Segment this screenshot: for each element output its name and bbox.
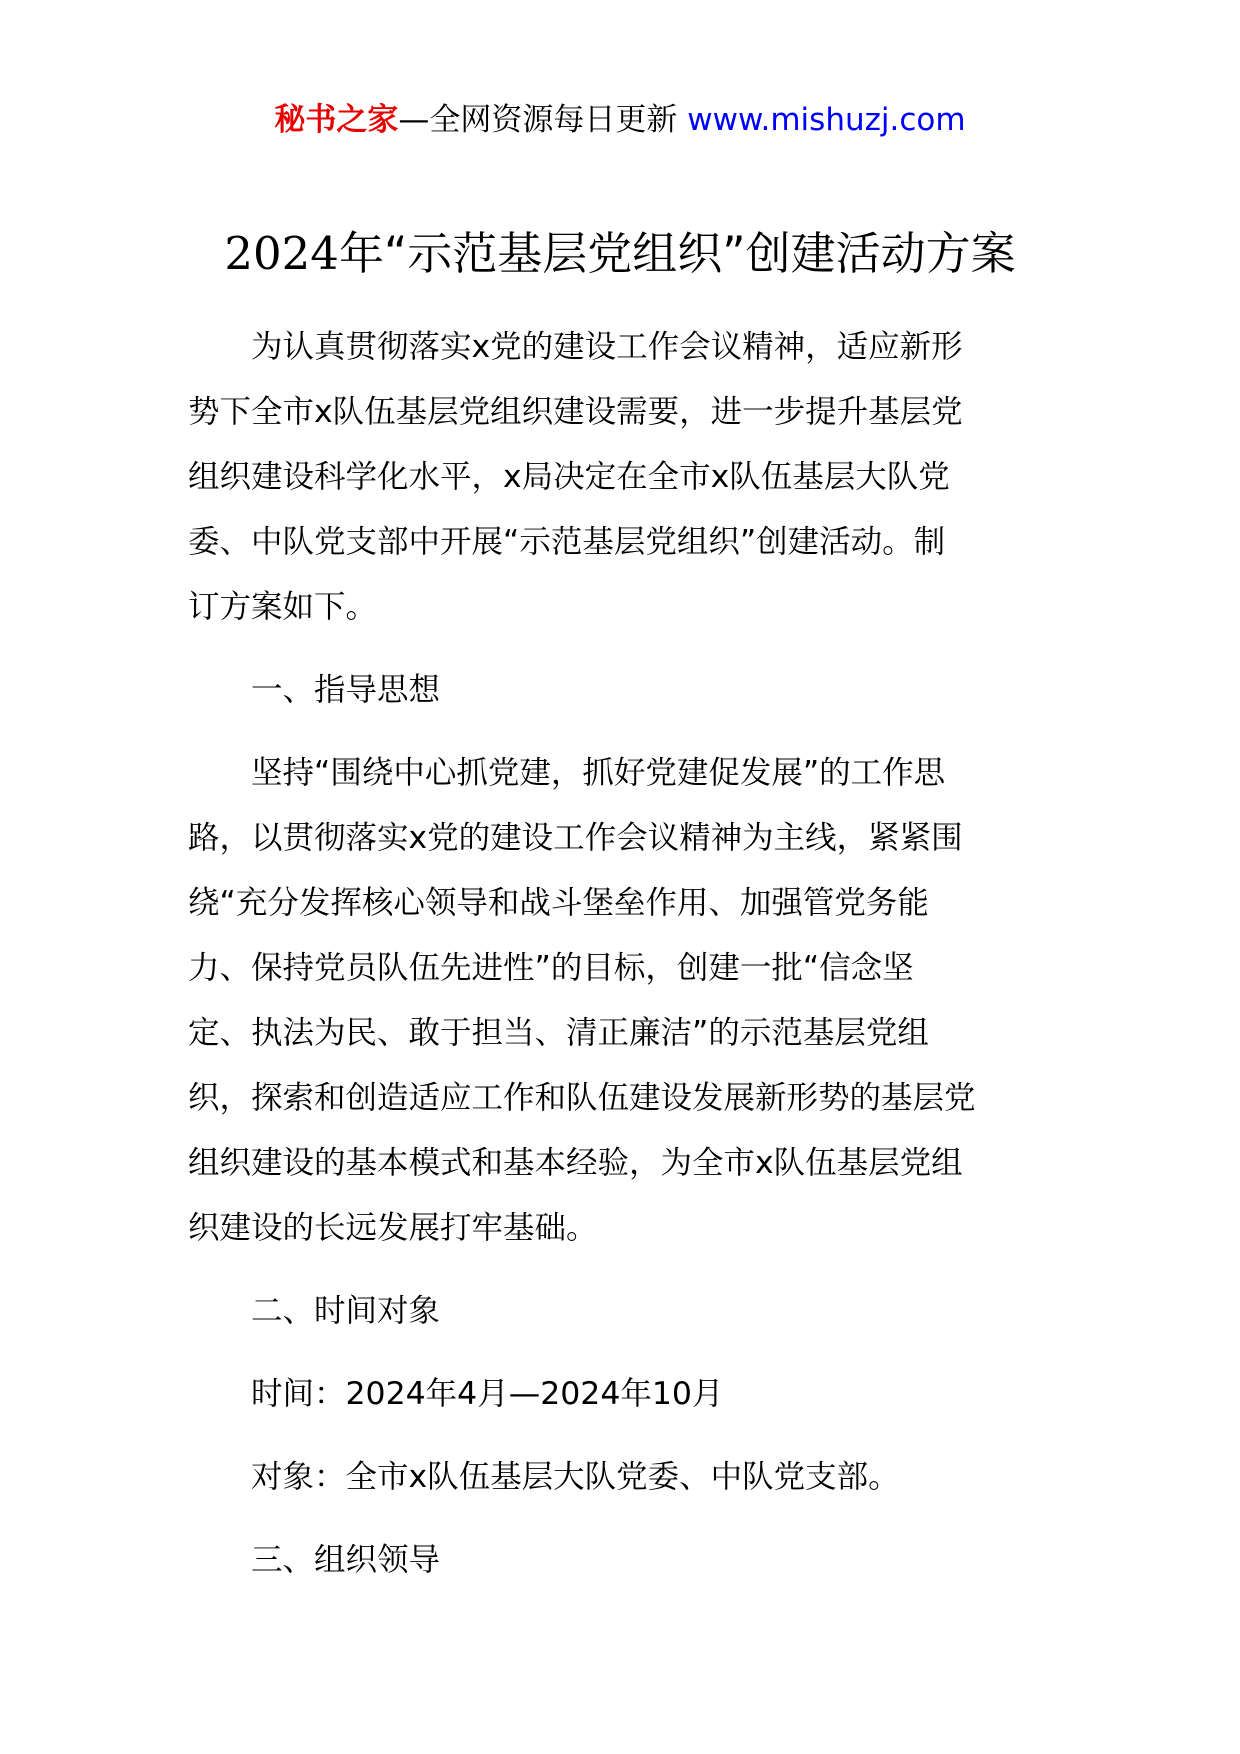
s1-line-4: 力、保持党员队伍先进性”的目标，创建一批“信念坚 <box>188 950 914 986</box>
intro-paragraph <box>188 315 1058 640</box>
section-heading-time-target: 二、时间对象 <box>251 1293 441 1329</box>
title-year: 2024 <box>224 227 339 280</box>
s1-line-1: 坚持“围绕中心抓党建，抓好党建促发展”的工作思 <box>251 755 946 791</box>
s1-line-6: 织，探索和创造适应工作和队伍建设发展新形势的基层党 <box>188 1080 976 1116</box>
site-header <box>0 98 1240 142</box>
guiding-ideology-paragraph <box>188 741 1058 1261</box>
intro-line-1: 为认真贯彻落实x党的建设工作会议精神，适应新形 <box>251 329 963 365</box>
document-title <box>0 224 1240 284</box>
time-line: 时间：2024年4月—2024年10月 <box>251 1376 724 1412</box>
document-body <box>188 315 1058 1593</box>
s1-line-5: 定、执法为民、敢于担当、清正廉洁”的示范基层党组 <box>188 1015 929 1051</box>
s1-line-2: 路，以贯彻落实x党的建设工作会议精神为主线，紧紧围 <box>188 820 963 856</box>
section-heading-guiding-ideology: 一、指导思想 <box>251 672 441 708</box>
site-url-link[interactable]: www.mishuzj.com <box>687 102 966 138</box>
intro-line-3: 组织建设科学化水平，x局决定在全市x队伍基层大队党 <box>188 459 950 495</box>
intro-line-2: 势下全市x队伍基层党组织建设需要，进一步提升基层党 <box>188 394 963 430</box>
intro-line-5: 订方案如下。 <box>188 589 378 625</box>
section-heading-organization: 三、组织领导 <box>251 1542 441 1578</box>
s1-line-3: 绕“充分发挥核心领导和战斗堡垒作用、加强管党务能 <box>188 885 929 921</box>
site-name: 秘书之家 <box>274 102 399 138</box>
object-line: 对象：全市x队伍基层大队党委、中队党支部。 <box>251 1459 900 1495</box>
title-text: 年“示范基层党组织”创建活动方案 <box>338 227 1016 280</box>
s1-line-8: 织建设的长远发展打牢基础。 <box>188 1210 598 1246</box>
s1-line-7: 组织建设的基本模式和基本经验，为全市x队伍基层党组 <box>188 1145 963 1181</box>
intro-line-4: 委、中队党支部中开展“示范基层党组织”创建活动。制 <box>188 524 946 560</box>
site-tagline: —全网资源每日更新 <box>398 102 678 138</box>
